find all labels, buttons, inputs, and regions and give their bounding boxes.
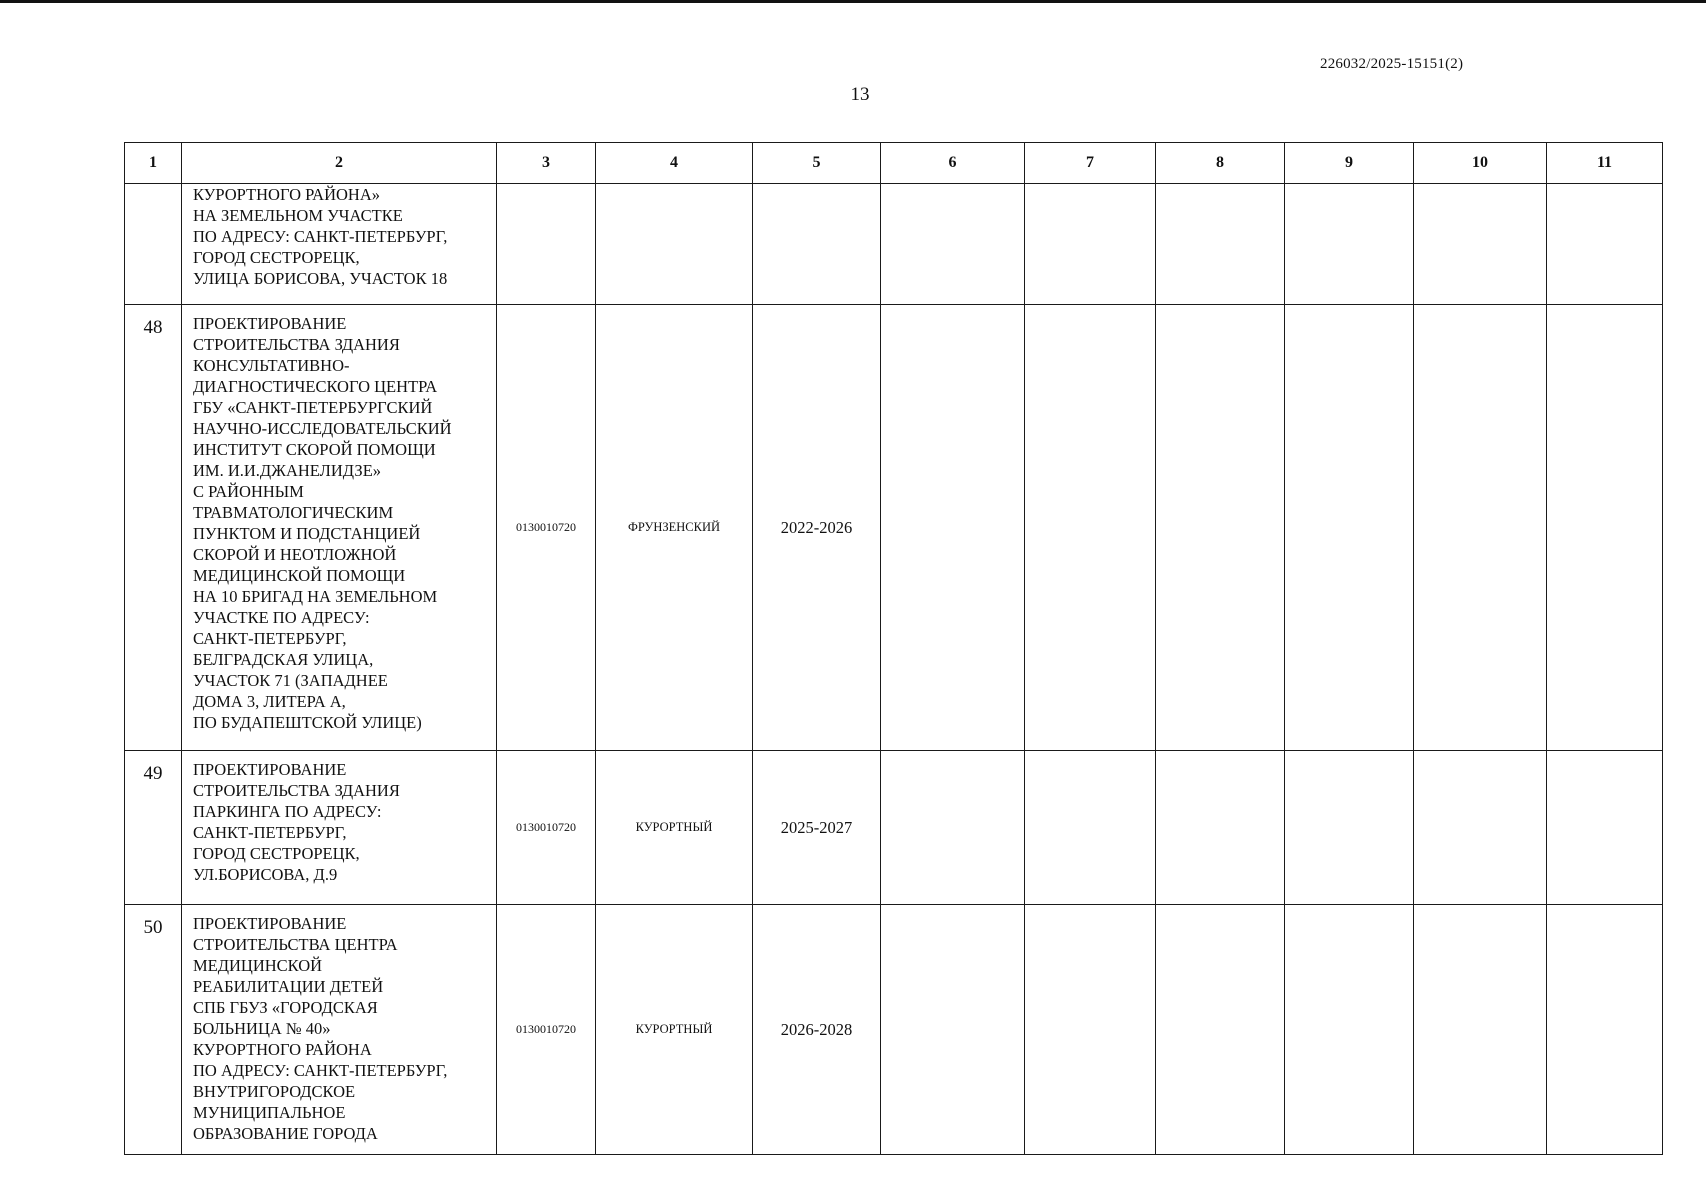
- column-header: 3: [497, 143, 596, 184]
- period: [753, 184, 881, 305]
- empty-cell: [1025, 184, 1156, 305]
- budget-code: 0130010720: [497, 305, 596, 751]
- column-header: 11: [1547, 143, 1663, 184]
- page-top-border: [0, 0, 1706, 3]
- page-number: 13: [850, 84, 870, 105]
- empty-cell: [1156, 184, 1285, 305]
- column-header: 4: [596, 143, 753, 184]
- empty-cell: [1156, 751, 1285, 905]
- empty-cell: [1414, 751, 1547, 905]
- empty-cell: [1414, 905, 1547, 1155]
- budget-code: 0130010720: [497, 751, 596, 905]
- period: 2025-2027: [753, 751, 881, 905]
- empty-cell: [1025, 905, 1156, 1155]
- row-number: 49: [125, 751, 182, 905]
- budget-code: [497, 184, 596, 305]
- project-name: КУРОРТНОГО РАЙОНА» НА ЗЕМЕЛЬНОМ УЧАСТКЕ ПО АДРЕСУ: САНКТ-ПЕТЕРБУРГ, ГОРОД СЕСТРОРЕЦК, УЛИЦА БОРИСОВА, УЧАСТОК 18: [182, 184, 497, 305]
- empty-cell: [1285, 905, 1414, 1155]
- column-header: 1: [125, 143, 182, 184]
- row-number: 50: [125, 905, 182, 1155]
- district: ФРУНЗЕНСКИЙ: [596, 305, 753, 751]
- table-row: [125, 905, 1663, 1155]
- empty-cell: [881, 305, 1025, 751]
- district: КУРОРТНЫЙ: [596, 905, 753, 1155]
- column-header: 8: [1156, 143, 1285, 184]
- empty-cell: [1285, 751, 1414, 905]
- project-name: ПРОЕКТИРОВАНИЕ СТРОИТЕЛЬСТВА ЗДАНИЯ ПАРКИНГА ПО АДРЕСУ: САНКТ-ПЕТЕРБУРГ, ГОРОД СЕСТРОРЕЦК, УЛ.БОРИСОВА, Д.9: [182, 751, 497, 905]
- district: [596, 184, 753, 305]
- empty-cell: [1025, 751, 1156, 905]
- project-name: ПРОЕКТИРОВАНИЕ СТРОИТЕЛЬСТВА ЦЕНТРА МЕДИЦИНСКОЙ РЕАБИЛИТАЦИИ ДЕТЕЙ СПБ ГБУЗ «ГОРОДСКАЯ БОЛЬНИЦА № 40» КУРОРТНОГО РАЙОНА ПО АДРЕСУ: САНКТ-ПЕТЕРБУРГ, ВНУТРИГОРОДСКОЕ МУНИЦИПАЛЬНОЕ ОБРАЗОВАНИЕ ГОРОДА: [182, 905, 497, 1155]
- budget-code: 0130010720: [497, 905, 596, 1155]
- empty-cell: [1025, 305, 1156, 751]
- column-header: 7: [1025, 143, 1156, 184]
- empty-cell: [1285, 305, 1414, 751]
- empty-cell: [881, 751, 1025, 905]
- column-header: 2: [182, 143, 497, 184]
- row-number: 48: [125, 305, 182, 751]
- row-number: [125, 184, 182, 305]
- empty-cell: [881, 905, 1025, 1155]
- empty-cell: [1414, 184, 1547, 305]
- document-number: 226032/2025-15151(2): [1320, 56, 1464, 72]
- column-header: 5: [753, 143, 881, 184]
- column-header: 9: [1285, 143, 1414, 184]
- empty-cell: [1156, 905, 1285, 1155]
- empty-cell: [1156, 305, 1285, 751]
- projects-table: [124, 142, 1663, 1155]
- district: КУРОРТНЫЙ: [596, 751, 753, 905]
- empty-cell: [1547, 184, 1663, 305]
- period: 2026-2028: [753, 905, 881, 1155]
- empty-cell: [1547, 305, 1663, 751]
- table-row: [125, 305, 1663, 751]
- table-row: [125, 751, 1663, 905]
- column-header: 6: [881, 143, 1025, 184]
- empty-cell: [1414, 305, 1547, 751]
- empty-cell: [1547, 751, 1663, 905]
- table-header-row: [125, 143, 1663, 184]
- empty-cell: [1547, 905, 1663, 1155]
- table-row: [125, 184, 1663, 305]
- empty-cell: [1285, 184, 1414, 305]
- empty-cell: [881, 184, 1025, 305]
- project-name: ПРОЕКТИРОВАНИЕ СТРОИТЕЛЬСТВА ЗДАНИЯ КОНСУЛЬТАТИВНО- ДИАГНОСТИЧЕСКОГО ЦЕНТРА ГБУ «САНКТ-ПЕТЕРБУРГСКИЙ НАУЧНО-ИССЛЕДОВАТЕЛЬСКИЙ ИНСТИТУТ СКОРОЙ ПОМОЩИ ИМ. И.И.ДЖАНЕЛИДЗЕ» С РАЙОННЫМ ТРАВМАТОЛОГИЧЕСКИМ ПУНКТОМ И ПОДСТАНЦИЕЙ СКОРОЙ И НЕОТЛОЖНОЙ МЕДИЦИНСКОЙ ПОМОЩИ НА 10 БРИГАД НА ЗЕМЕЛЬНОМ УЧАСТКЕ ПО АДРЕСУ: САНКТ-ПЕТЕРБУРГ, БЕЛГРАДСКАЯ УЛИЦА, УЧАСТОК 71 (ЗАПАДНЕЕ ДОМА 3, ЛИТЕРА А, ПО БУДАПЕШТСКОЙ УЛИЦЕ): [182, 305, 497, 751]
- column-header: 10: [1414, 143, 1547, 184]
- period: 2022-2026: [753, 305, 881, 751]
